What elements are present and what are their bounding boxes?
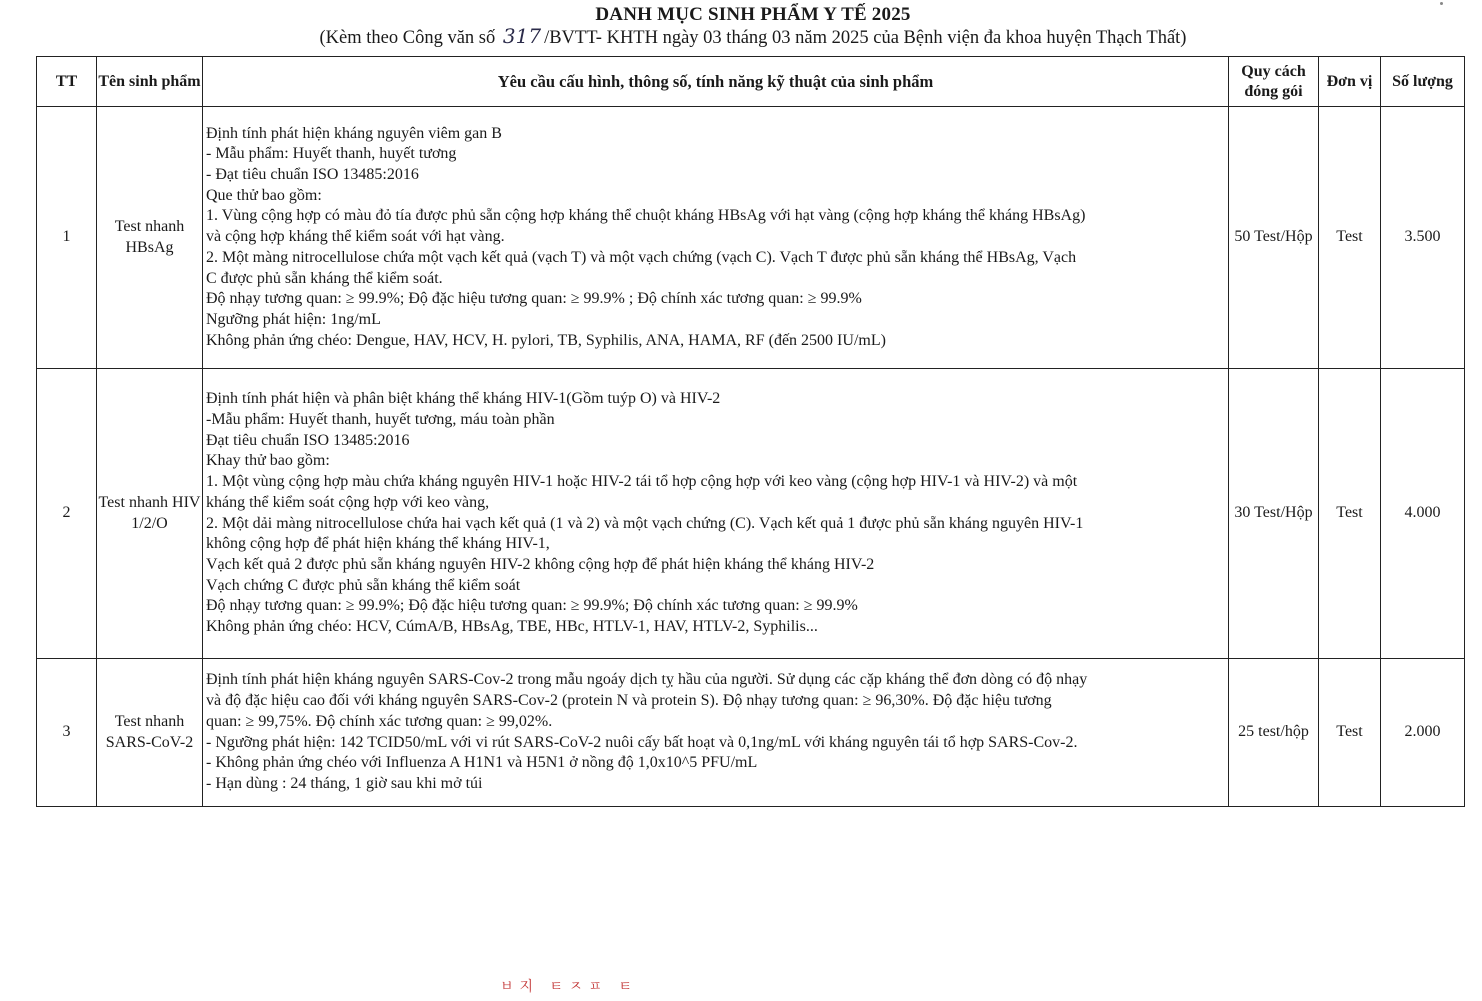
- spec-line: - Không phản ứng chéo với Influenza A H1N1 và H5N1 ở nồng độ 1,0x10^5 PFU/mL: [206, 754, 758, 772]
- row-name: Test nhanh SARS-CoV-2: [97, 659, 203, 807]
- spec-line: không cộng hợp để phát hiện kháng thể kháng HIV-1,: [206, 535, 550, 553]
- col-header-requirements: Yêu cầu cấu hình, thông số, tính năng kỹ thuật của sinh phẩm: [203, 57, 1229, 107]
- row-spec: [203, 659, 1229, 807]
- document-title: DANH MỤC SINH PHẨM Y TẾ 2025: [595, 4, 911, 25]
- spec-line: Khay thử bao gồm:: [206, 452, 330, 470]
- handwritten-doc-number: 317: [502, 24, 542, 48]
- spec-line: Định tính phát hiện kháng nguyên viêm gan B: [206, 124, 502, 142]
- col-header-name: Tên sinh phẩm: [97, 57, 203, 107]
- row-packing: 25 test/hộp: [1229, 659, 1319, 807]
- product-table: [36, 56, 1465, 807]
- table-row: [37, 659, 1465, 807]
- spec-line: C được phủ sẵn kháng thể kiểm soát.: [206, 269, 443, 287]
- spec-line: Đạt tiêu chuẩn ISO 13485:2016: [206, 431, 410, 449]
- row-name: Test nhanh HBsAg: [97, 107, 203, 369]
- subtitle-before: (Kèm theo Công văn số: [319, 28, 496, 48]
- spec-line: - Mẫu phẩm: Huyết thanh, huyết tương: [206, 145, 457, 163]
- footer-stamp-marks: ㅂ지 ㅌㅈㅍ ㅌ: [500, 979, 639, 995]
- spec-line: Không phản ứng chéo: HCV, CúmA/B, HBsAg, TBE, HBc, HTLV-1, HAV, HTLV-2, Syphilis...: [206, 618, 818, 636]
- spec-line: 1. Vùng cộng hợp có màu đỏ tía được phủ sẵn cộng hợp kháng thể chuột kháng HBsAg với hạt vàng (cộng hợp kháng thể kháng HBsAg): [206, 207, 1086, 225]
- spec-line: Định tính phát hiện kháng nguyên SARS-Cov-2 trong mẫu ngoáy dịch tỵ hầu của người. Sử dụng các cặp kháng thể đơn dòng có độ nhạy: [206, 671, 1088, 689]
- spec-line: 1. Một vùng cộng hợp màu chứa kháng nguyên HIV-1 hoặc HIV-2 tái tổ hợp cộng hợp với keo vàng (cộng hợp HIV-1 và HIV-2) và một: [206, 473, 1078, 491]
- subtitle-after: /BVTT- KHTH ngày 03 tháng 03 năm 2025 của Bệnh viện đa khoa huyện Thạch Thất): [544, 28, 1187, 48]
- spec-line: và cộng hợp kháng thể kiểm soát với hạt vàng.: [206, 228, 505, 246]
- spec-line: Ngưỡng phát hiện: 1ng/mL: [206, 310, 381, 328]
- row-tt: 1: [37, 107, 97, 369]
- row-spec: [203, 369, 1229, 659]
- spec-line: 2. Một màng nitrocellulose chứa một vạch kết quả (vạch T) và một vạch chứng (vạch C). Vạch T được phủ sẵn kháng thể HBsAg, Vạch: [206, 248, 1077, 266]
- table-header-row: [37, 57, 1465, 107]
- spec-line: Định tính phát hiện và phân biệt kháng thể kháng HIV-1(Gồm tuýp O) và HIV-2: [206, 390, 721, 408]
- document-subtitle: [0, 24, 1482, 49]
- spec-line: - Ngưỡng phát hiện: 142 TCID50/mL với vi rút SARS-CoV-2 nuôi cấy bất hoạt và 0,1ng/mL với kháng nguyên tái tổ hợp SARS-Cov-2.: [206, 733, 1078, 751]
- spec-line: Độ nhạy tương quan: ≥ 99.9%; Độ đặc hiệu tương quan: ≥ 99.9%; Độ chính xác tương quan: ≥ 99.9%: [206, 597, 858, 615]
- table-row: [37, 107, 1465, 369]
- spec-line: quan: ≥ 99,75%. Độ chính xác tương quan: ≥ 99,02%.: [206, 712, 553, 730]
- row-unit: Test: [1319, 659, 1381, 807]
- col-header-quantity: Số lượng: [1381, 57, 1465, 107]
- spec-line: Que thử bao gồm:: [206, 186, 322, 204]
- spec-line: - Đạt tiêu chuẩn ISO 13485:2016: [206, 166, 419, 184]
- spec-line: Vạch kết quả 2 được phủ sẵn kháng nguyên HIV-2 không cộng hợp để phát hiện kháng thể kháng HIV-2: [206, 555, 875, 573]
- row-unit: Test: [1319, 107, 1381, 369]
- spec-line: và độ đặc hiệu cao đối với kháng nguyên SARS-Cov-2 (protein N và protein S). Độ nhạy tương quan: ≥ 96,30%. Độ đặc hiệu tương: [206, 692, 1052, 710]
- row-packing: 30 Test/Hộp: [1229, 369, 1319, 659]
- col-header-packing: Quy cách đóng gói: [1229, 57, 1319, 107]
- spec-line: Độ nhạy tương quan: ≥ 99.9%; Độ đặc hiệu tương quan: ≥ 99.9% ; Độ chính xác tương quan: ≥ 99.9%: [206, 290, 862, 308]
- spec-line: kháng thể kiểm soát cộng hợp với keo vàng,: [206, 493, 490, 511]
- row-quantity: 2.000: [1381, 659, 1465, 807]
- spec-line: Vạch chứng C được phủ sẵn kháng thể kiểm soát: [206, 576, 521, 594]
- col-header-unit: Đơn vị: [1319, 57, 1381, 107]
- row-packing: 50 Test/Hộp: [1229, 107, 1319, 369]
- row-spec: [203, 107, 1229, 369]
- col-header-tt: TT: [37, 57, 97, 107]
- spec-line: -Mẫu phẩm: Huyết thanh, huyết tương, máu toàn phần: [206, 410, 555, 428]
- spec-line: - Hạn dùng : 24 tháng, 1 giờ sau khi mở túi: [206, 774, 483, 792]
- row-quantity: 4.000: [1381, 369, 1465, 659]
- row-tt: 2: [37, 369, 97, 659]
- row-unit: Test: [1319, 369, 1381, 659]
- row-name: Test nhanh HIV 1/2/O: [97, 369, 203, 659]
- spec-line: 2. Một dải màng nitrocellulose chứa hai vạch kết quả (1 và 2) và một vạch chứng (C). Vạch kết quả 1 được phủ sẵn kháng nguyên HIV-1: [206, 514, 1084, 532]
- table-row: [37, 369, 1465, 659]
- row-tt: 3: [37, 659, 97, 807]
- row-quantity: 3.500: [1381, 107, 1465, 369]
- spec-line: Không phản ứng chéo: Dengue, HAV, HCV, H. pylori, TB, Syphilis, ANA, HAMA, RF (đến 2500 IU/mL): [206, 331, 886, 349]
